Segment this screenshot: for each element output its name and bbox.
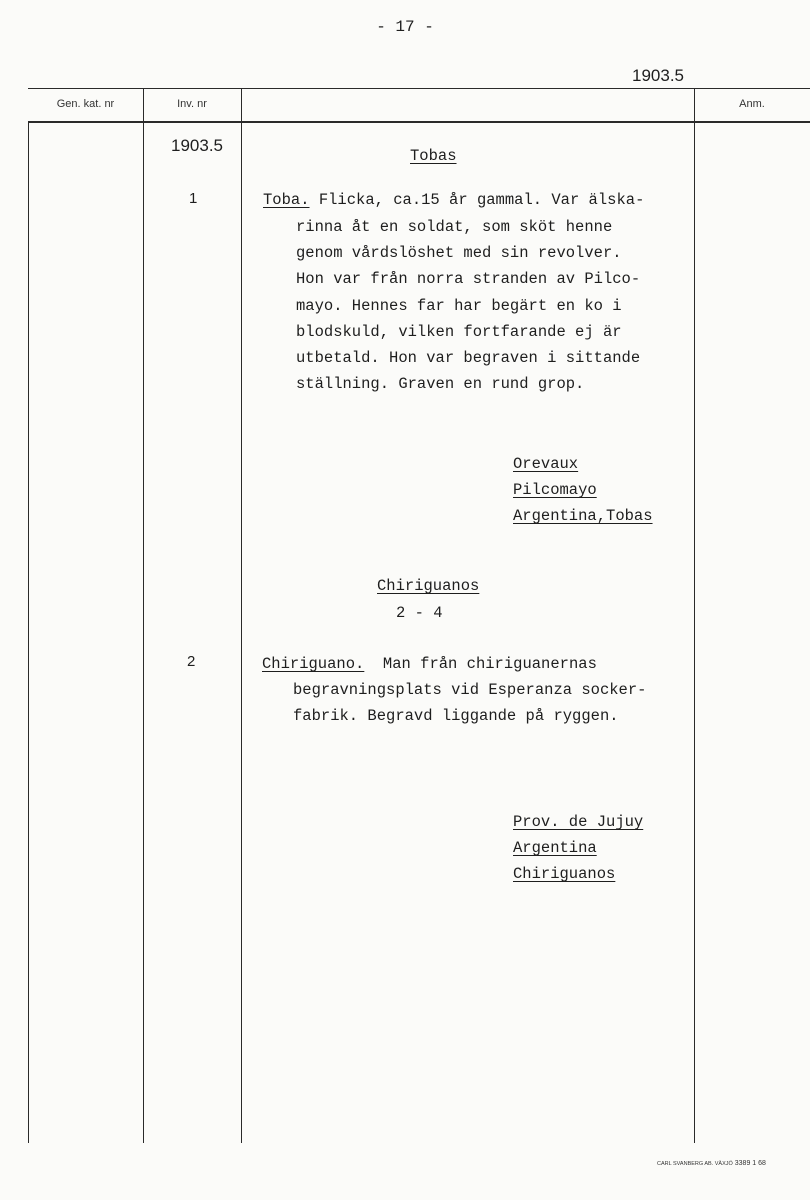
left-edge-rule bbox=[28, 121, 29, 1143]
column-header-anm: Anm. bbox=[739, 98, 765, 110]
entry-1-line: Hon var från norra stranden av Pilco- bbox=[296, 270, 641, 288]
entry-2-ref-people: Chiriguanos bbox=[513, 865, 616, 883]
column-divider-1 bbox=[143, 88, 144, 1143]
top-rule bbox=[28, 88, 810, 89]
column-divider-3 bbox=[694, 88, 695, 1143]
inv-number-2: 2 bbox=[187, 653, 196, 670]
entry-1-keyword: Toba. bbox=[263, 191, 310, 209]
section-heading-tobas: Tobas bbox=[410, 147, 457, 165]
entry-2-ref-country: Argentina bbox=[513, 839, 597, 857]
entry-2-ref-province: Prov. de Jujuy bbox=[513, 813, 644, 831]
inv-number-1: 1 bbox=[189, 190, 198, 207]
entry-1-line: utbetald. Hon var begraven i sittande bbox=[296, 349, 641, 367]
column-header-inv: Inv. nr bbox=[177, 98, 207, 110]
header-rule bbox=[28, 121, 810, 123]
entry-1-line: rinna åt en soldat, som sköt henne bbox=[296, 218, 613, 236]
entry-2-first-line bbox=[262, 655, 597, 673]
section-range: 2 - 4 bbox=[396, 604, 443, 622]
column-divider-2 bbox=[241, 88, 242, 1143]
entry-1-ref-country-people: Argentina,Tobas bbox=[513, 507, 653, 525]
entry-1-first-line-text: Flicka, ca.15 år gammal. Var älska- bbox=[309, 191, 645, 209]
section-heading-chiriguanos: Chiriguanos bbox=[377, 577, 480, 595]
entry-1-first-line bbox=[263, 191, 644, 209]
entry-2-first-line-text: Man från chiriguanernas bbox=[364, 655, 597, 673]
column-header-gen-kat: Gen. kat. nr bbox=[56, 98, 115, 110]
year-header: 1903.5 bbox=[632, 66, 684, 85]
printer-name: CARL SVANBERG AB. VÄXJÖ bbox=[657, 1161, 733, 1167]
entry-2-line: fabrik. Begravd liggande på ryggen. bbox=[293, 707, 619, 725]
entry-2-keyword: Chiriguano. bbox=[262, 655, 365, 673]
printer-footer bbox=[657, 1160, 766, 1167]
inv-year: 1903.5 bbox=[171, 136, 223, 155]
entry-1-line: mayo. Hennes far har begärt en ko i bbox=[296, 297, 622, 315]
entry-1-ref-collector: Orevaux bbox=[513, 455, 579, 473]
entry-1-line: genom vårdslöshet med sin revolver. bbox=[296, 244, 622, 262]
form-code: 3389 1 68 bbox=[734, 1160, 766, 1167]
page-number: - 17 - bbox=[376, 18, 434, 36]
entry-1-ref-locality: Pilcomayo bbox=[513, 481, 597, 499]
entry-2-line: begravningsplats vid Esperanza socker- bbox=[293, 681, 647, 699]
entry-1-line: blodskuld, vilken fortfarande ej är bbox=[296, 323, 622, 341]
entry-1-line: ställning. Graven en rund grop. bbox=[296, 375, 585, 393]
